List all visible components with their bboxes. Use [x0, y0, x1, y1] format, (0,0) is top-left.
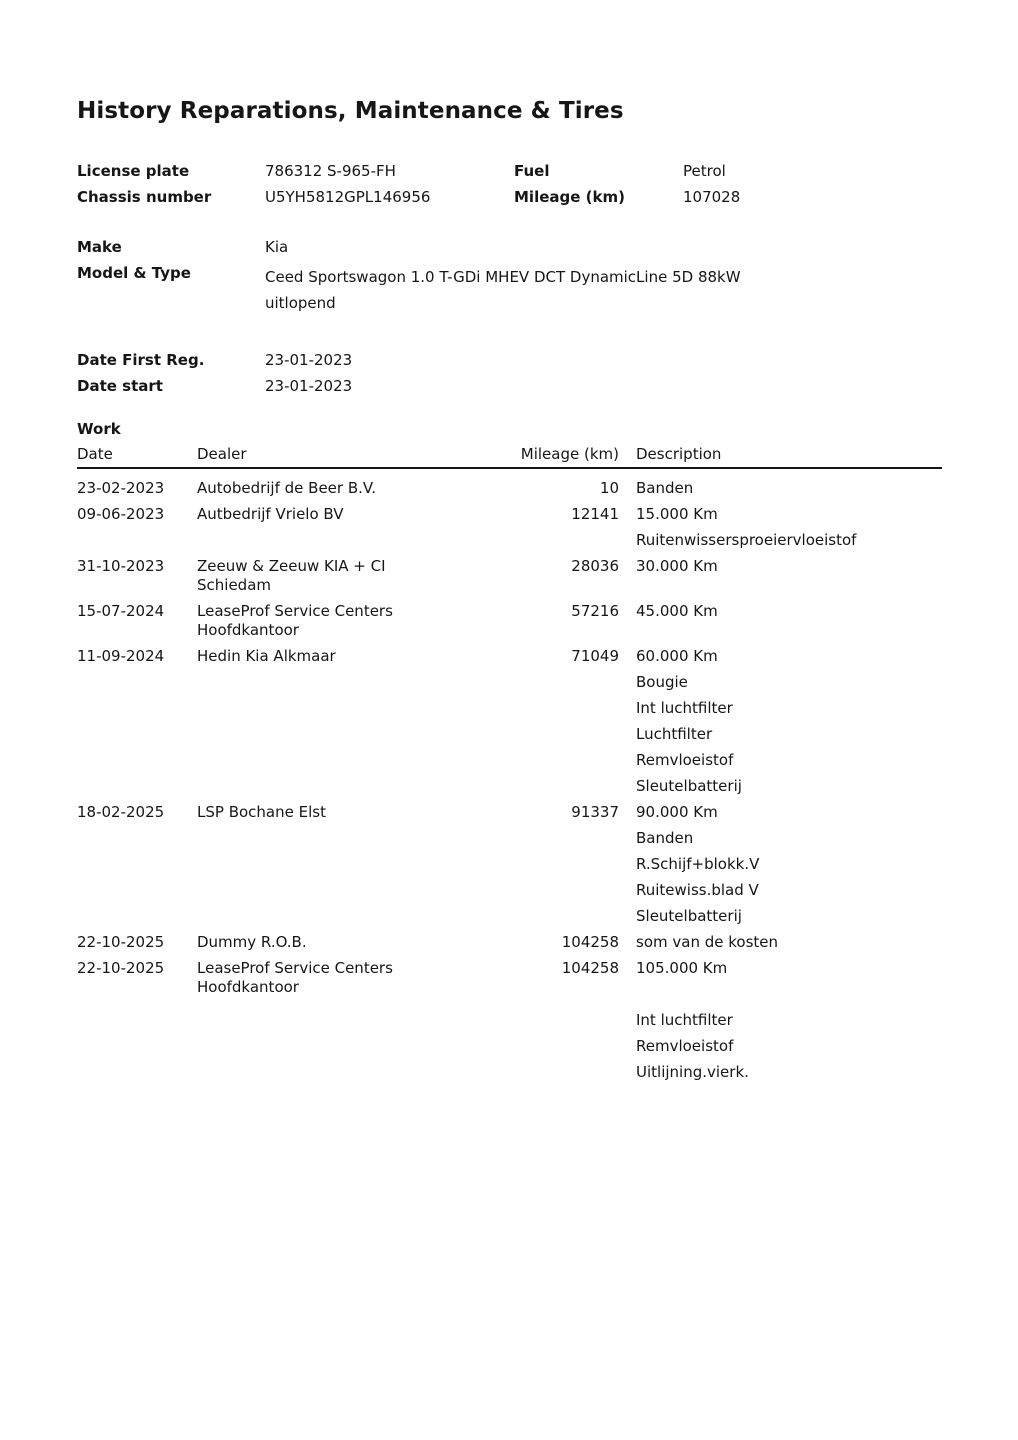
work-table-body — [77, 475, 942, 1085]
date-start-label: Date start — [77, 377, 163, 395]
work-row-mileage: 71049 — [571, 647, 619, 665]
work-description-line: Remvloeistof — [636, 1037, 734, 1055]
work-row-description — [619, 799, 942, 929]
work-row-date: 18-02-2025 — [77, 803, 165, 821]
work-row — [77, 475, 942, 501]
dates-section — [77, 347, 940, 399]
work-row-description — [619, 553, 942, 579]
work-table-header — [77, 446, 942, 469]
work-description-line: 60.000 Km — [636, 647, 718, 665]
work-row — [77, 553, 942, 598]
work-row — [77, 955, 942, 1085]
work-description-line: 15.000 Km — [636, 505, 718, 523]
work-description-line: som van de kosten — [636, 933, 778, 951]
make-label: Make — [77, 238, 122, 256]
work-table — [77, 446, 942, 1085]
license-plate-label: License plate — [77, 162, 190, 180]
date-start-value: 23-01-2023 — [265, 377, 353, 395]
work-description-line: 30.000 Km — [636, 557, 718, 575]
work-row — [77, 799, 942, 929]
work-section-heading: Work — [77, 420, 121, 438]
work-row-dealer: Autbedrijf Vrielo BV — [197, 505, 344, 523]
work-description-line: 45.000 Km — [636, 602, 718, 620]
work-description-line: Luchtfilter — [636, 725, 713, 743]
work-row-dealer: Hedin Kia Alkmaar — [197, 647, 336, 665]
chassis-number-value: U5YH5812GPL146956 — [265, 188, 431, 206]
work-row-mileage: 91337 — [571, 803, 619, 821]
work-description-line: Banden — [636, 829, 694, 847]
column-header-description: Description — [636, 445, 722, 463]
work-row-description — [619, 475, 942, 501]
work-description-line: Int luchtfilter — [636, 699, 733, 717]
fuel-value: Petrol — [683, 162, 726, 180]
mileage-value: 107028 — [683, 188, 741, 206]
work-row-mileage: 104258 — [561, 959, 619, 977]
work-description-line: 90.000 Km — [636, 803, 718, 821]
work-row-description — [619, 955, 942, 1085]
work-row-description — [619, 598, 942, 624]
work-row-date: 22-10-2025 — [77, 959, 165, 977]
work-description-line: Uitlijning.vierk. — [636, 1063, 749, 1081]
work-row-dealer: LeaseProf Service Centers Hoofdkantoor — [197, 602, 393, 639]
work-row-mileage: 104258 — [561, 933, 619, 951]
vehicle-id-section — [77, 158, 940, 210]
work-row-date: 23-02-2023 — [77, 479, 165, 497]
work-description-line: Sleutelbatterij — [636, 777, 742, 795]
work-row — [77, 929, 942, 955]
license-plate-value: 786312 S-965-FH — [265, 162, 396, 180]
work-description-line — [636, 981, 942, 1007]
work-row-mileage: 10 — [599, 479, 619, 497]
work-row — [77, 643, 942, 799]
make-value: Kia — [265, 238, 289, 256]
work-row-dealer: LeaseProf Service Centers Hoofdkantoor — [197, 959, 393, 996]
work-description-line: 105.000 Km — [636, 959, 728, 977]
work-row-mileage: 28036 — [571, 557, 619, 575]
page-title: History Reparations, Maintenance & Tires — [77, 98, 624, 124]
work-row-date: 09-06-2023 — [77, 505, 165, 523]
work-description-line: Ruitenwissersproeiervloeistof — [636, 531, 857, 549]
work-row-mileage: 12141 — [571, 505, 619, 523]
work-description-line: Remvloeistof — [636, 751, 734, 769]
work-row-description — [619, 929, 942, 955]
date-first-reg-label: Date First Reg. — [77, 351, 205, 369]
work-row-date: 31-10-2023 — [77, 557, 165, 575]
work-description-line: Banden — [636, 479, 694, 497]
work-row-date: 11-09-2024 — [77, 647, 165, 665]
work-row-description — [619, 501, 942, 553]
work-row-date: 22-10-2025 — [77, 933, 165, 951]
work-row-dealer: Zeeuw & Zeeuw KIA + CI Schiedam — [197, 557, 386, 594]
fuel-label: Fuel — [514, 162, 550, 180]
column-header-mileage: Mileage (km) — [520, 445, 619, 463]
work-row-dealer: Autobedrijf de Beer B.V. — [197, 479, 377, 497]
work-row-description — [619, 643, 942, 799]
model-type-value: Ceed Sportswagon 1.0 T-GDi MHEV DCT DynamicLine 5D 88kW uitlopend — [265, 268, 741, 312]
chassis-number-label: Chassis number — [77, 188, 212, 206]
make-model-section — [77, 234, 940, 316]
work-description-line: Bougie — [636, 673, 688, 691]
work-description-line: Sleutelbatterij — [636, 907, 742, 925]
column-header-date: Date — [77, 445, 113, 463]
work-description-line: Ruitewiss.blad V — [636, 881, 759, 899]
work-description-line: Int luchtfilter — [636, 1011, 733, 1029]
work-row-mileage: 57216 — [571, 602, 619, 620]
work-row — [77, 501, 942, 553]
work-row-dealer: Dummy R.O.B. — [197, 933, 307, 951]
column-header-dealer: Dealer — [197, 445, 247, 463]
date-first-reg-value: 23-01-2023 — [265, 351, 353, 369]
work-row-dealer: LSP Bochane Elst — [197, 803, 326, 821]
model-type-label: Model & Type — [77, 264, 191, 282]
work-row-date: 15-07-2024 — [77, 602, 165, 620]
mileage-label: Mileage (km) — [514, 188, 625, 206]
work-description-line: R.Schijf+blokk.V — [636, 855, 760, 873]
work-row — [77, 598, 942, 643]
